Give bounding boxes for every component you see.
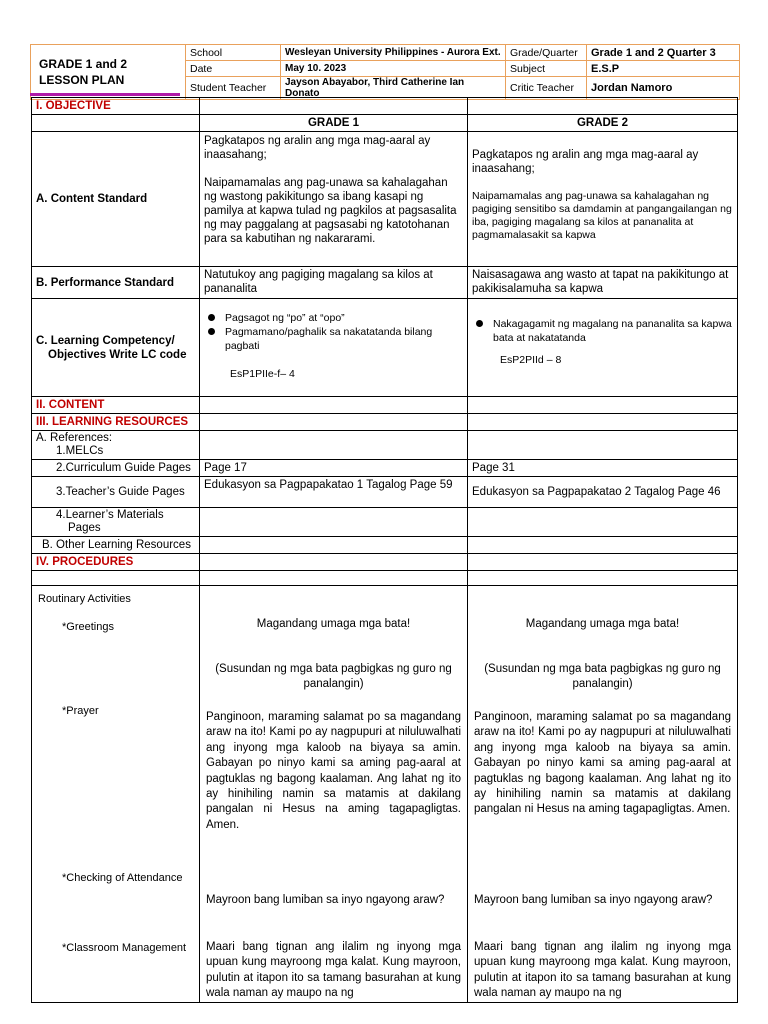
melcs-label: 1.MELCs [56,445,104,457]
competency-label-line-1: C. Learning Competency/ [36,334,175,347]
title-line-2: LESSON PLAN [39,73,125,87]
references-row [32,431,738,460]
title-line-1: GRADE 1 and 2 [39,57,128,71]
date-label: Date [186,61,281,77]
g2-greeting: Magandang umaga mga bata! [525,618,680,630]
competency-g2-bullet-1: Nakagagamit ng magalang na pananalita sa kapwa bata at nakatatanda [472,317,733,345]
bullet-icon [476,320,483,327]
resources-row [32,414,738,431]
content-standard-row [32,132,738,267]
routinary-row [32,586,738,1003]
performance-standard-row [32,267,738,299]
other-resources-row [32,537,738,554]
date-value: May 10. 2023 [281,61,506,77]
competency-label-line-2: Objectives Write LC code [48,348,187,361]
teacher-label: Student Teacher [186,77,281,100]
critic-label: Critic Teacher [506,77,587,100]
attendance-label: *Checking of Attendance [62,872,183,884]
routinary-g1-cell [200,586,468,1003]
g1-follow-instruction: (Susundan ng mga bata pagbigkas ng guro ng panalangin) [215,663,452,690]
grade-quarter-value: Grade 1 and 2 Quarter 3 [587,45,740,61]
competency-row [32,299,738,397]
grade1-heading: GRADE 1 [200,115,468,132]
subject-value: E.S.P [587,61,740,77]
teachers-guide-row [32,477,738,508]
competency-g1-bullet-2: Pagmamano/paghalik sa nakatatanda bilang pagbati [204,325,463,353]
objective-row [32,98,738,115]
content-standard-g1-intro: Pagkatapos ng aralin ang mga mag-aaral ay inaasahang; [204,135,431,161]
school-value: Wesleyan University Philippines - Aurora Ext. [281,45,506,61]
school-label: School [186,45,281,61]
g1-prayer: Panginoon, maraming salamat po sa magandang araw na ito! Kami po ay nagpupuri at niluluwalhati ang inyong mga kaloob na biyaya sa amin. Gabayan po ninyo kami sa aming pag-aaral at pagtuklas ng bagong kaalaman. Ang lahat ng ito ay hinihiling namin sa matamis at dakilang pangalan ni Hesus na aming tagapagligtas. Amen. [206,711,461,831]
learners-label-line-2: Pages [68,522,101,534]
learners-row [32,508,738,537]
accent-bar [30,93,180,96]
bullet-icon [208,328,215,335]
g2-attendance: Mayroon bang lumiban sa inyo ngayong araw? [474,894,713,906]
objective-heading: I. OBJECTIVE [32,98,200,115]
greetings-label: *Greetings [62,621,114,633]
g1-classroom: Maari bang tignan ang ilalim ng inyong mga upuan kung mayroong mga kalat. Kung mayroon, pulutin at itapon ito sa tamang basurahan at kung wala naman ay maupo na ng [206,941,461,1000]
procedures-row [32,554,738,571]
classroom-management-label: *Classroom Management [62,942,187,954]
subject-label: Subject [506,61,587,77]
references-label: A. References: [36,432,113,444]
routinary-label: Routinary Activities [38,593,131,605]
competency-g2-code: EsP2PIId – 8 [500,354,562,366]
lesson-plan-header [30,44,740,100]
g2-follow-instruction: (Susundan ng mga bata pagbigkas ng guro ng panalangin) [484,663,721,690]
teacher-value: Jayson Abayabor, Third Catherine Ian Donato [281,77,506,100]
curriculum-label: 2.Curriculum Guide Pages [56,462,191,474]
performance-standard-g1: Natutukoy ang pagiging magalang sa kilos at pananalita [200,267,468,299]
teachers-guide-label: 3.Teacher’s Guide Pages [56,486,185,498]
content-row [32,397,738,414]
routinary-g2-cell [468,586,738,1003]
content-standard-label: A. Content Standard [32,132,200,267]
content-standard-g2-intro: Pagkatapos ng aralin ang mga mag-aaral ay inaasahang; [472,149,699,175]
g1-attendance: Mayroon bang lumiban sa inyo ngayong araw? [206,894,445,906]
routinary-labels-cell [32,586,200,1003]
content-standard-g2-text: Naipamamalas ang pag-unawa sa kahalagahan ng pagiging sensitibo sa damdamin at pangangailangan ng iba, pagiging magalang sa kilos at pananalita at pagmamalasakit sa kapwa [472,190,732,241]
resources-heading: III. LEARNING RESOURCES [32,414,200,431]
g2-classroom: Maari bang tignan ang ilalim ng inyong mga upuan kung mayroong mga kalat. Kung mayroon, pulutin at itapon ito sa tamang basurahan at kung wala naman ay maupo na ng [474,941,731,1000]
lesson-plan-table [31,97,738,1003]
competency-g1-code: EsP1PIIe-f– 4 [230,368,295,380]
performance-standard-g2: Naisasagawa ang wasto at tapat na pakikitungo at pakikisalamuha sa kapwa [468,267,738,299]
performance-standard-label: B. Performance Standard [32,267,200,299]
prayer-label: *Prayer [62,705,99,717]
grade2-heading: GRADE 2 [468,115,738,132]
competency-g1-bullet-1: Pagsagot ng “po” at “opo” [204,311,463,325]
lesson-plan-title [31,45,186,100]
teachers-guide-g2: Edukasyon sa Pagpapakatao 2 Tagalog Page 46 [468,477,738,508]
teachers-guide-g1: Edukasyon sa Pagpapakatao 1 Tagalog Page 59 [200,477,468,508]
content-heading: II. CONTENT [32,397,200,414]
procedures-heading: IV. PROCEDURES [32,554,200,571]
grade-header-row [32,115,738,132]
curriculum-g2: Page 31 [468,460,738,477]
other-resources-label: B. Other Learning Resources [42,539,191,551]
curriculum-g1: Page 17 [200,460,468,477]
g2-prayer: Panginoon, maraming salamat po sa magandang araw na ito! Kami po ay nagpupuri at niluluwalhati ang inyong mga kaloob na biyaya sa amin. Gabayan po ninyo kami sa aming pag-aaral at pagtuklas ng bagong kaalaman. Ang lahat ng ito ay hinihiling namin sa matamis at dakilang pangalan ni Hesus na aming tagapagligtas. Amen. [474,711,731,816]
learners-label-line-1: 4.Learner’s Materials [56,509,164,521]
g1-greeting: Magandang umaga mga bata! [256,618,411,630]
spacer-row [32,571,738,586]
bullet-icon [208,314,215,321]
competency-label [32,299,200,397]
critic-value: Jordan Namoro [587,77,740,100]
curriculum-row [32,460,738,477]
content-standard-g1-text: Naipamamalas ang pag-unawa sa kahalagahan ng wastong pakikitungo sa ibang kasapi ng pamilya at kapwa tulad ng pagkilos at pagsasalita ng may paggalang at pagsasabi ng katotohanan para sa kabutihan ng nakararami. [204,177,457,245]
grade-quarter-label: Grade/Quarter [506,45,587,61]
